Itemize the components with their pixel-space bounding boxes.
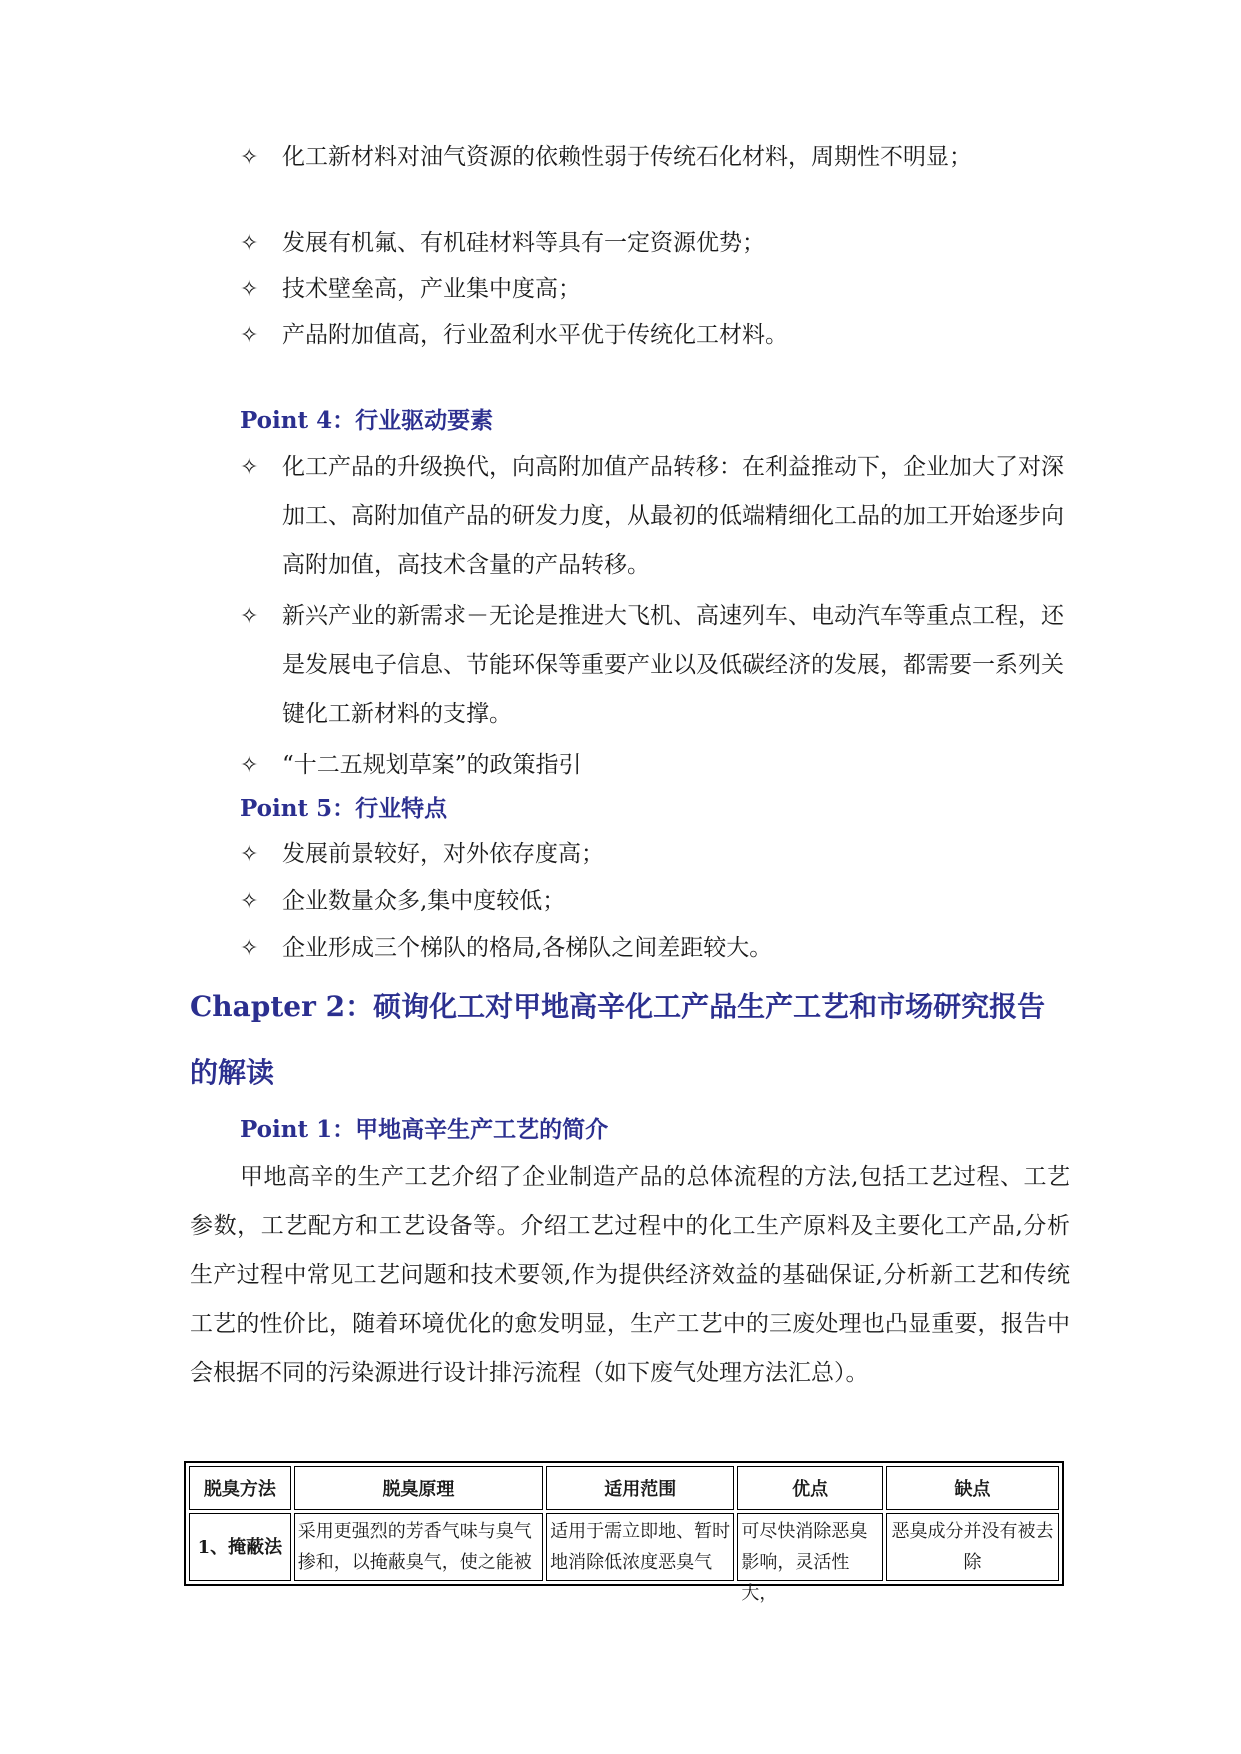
list-item: [240, 443, 1070, 590]
list-item: [240, 219, 1070, 268]
list-item-text: 企业形成三个梯队的格局,各梯队之间差距较大。: [282, 935, 773, 961]
cell-text: 可尽快消除恶臭影响，灵活性大，: [741, 1521, 868, 1604]
diamond-star-icon: ✧: [240, 231, 259, 256]
list-item: [240, 830, 1070, 879]
chapter-heading: Chapter 2：硕询化工对甲地高辛化工产品生产工艺和市场研究报告的解读: [190, 990, 1046, 1089]
deodorization-table: [184, 1461, 1064, 1604]
body-paragraph: 甲地高辛的生产工艺介绍了企业制造产品的总体流程的方法,包括工艺过程、工艺参数，工艺配方和工艺设备等。介绍工艺过程中的化工生产原料及主要化工产品,分析生产过程中常见工艺问题和技术要领,作为提供经济效益的基础保证,分析新工艺和传统工艺的性价比，随着环境优化的愈发明显，生产工艺中的三废处理也凸显重要，报告中会根据不同的污染源进行设计排污流程（如下废气处理方法汇总）。: [190, 1164, 1070, 1386]
cell-text: 适用于需立即地、暂时地消除低浓度恶臭气: [550, 1521, 731, 1573]
list-item: [240, 265, 1070, 314]
column-header: 缺点: [886, 1466, 1059, 1510]
list-item-text: 发展有机氟、有机硅材料等具有一定资源优势；: [282, 230, 765, 256]
section-heading-point4: Point 4：行业驱动要素: [240, 407, 494, 434]
column-header: 适用范围: [546, 1466, 734, 1510]
list-item: [240, 133, 1070, 182]
diamond-star-icon: ✧: [240, 277, 259, 302]
list-item-text: 产品附加值高，行业盈利水平优于传统化工材料。: [282, 322, 788, 348]
list-item: [240, 592, 1070, 739]
list-item: [240, 311, 1070, 360]
list-item: [240, 924, 1070, 973]
diamond-star-icon: ✧: [240, 145, 259, 170]
diamond-star-icon: ✧: [240, 323, 259, 348]
list-item-text: 企业数量众多,集中度较低；: [282, 888, 566, 914]
diamond-star-icon: ✧: [240, 604, 259, 629]
table-row: [189, 1513, 1059, 1581]
list-item: [240, 877, 1070, 926]
diamond-star-icon: ✧: [240, 753, 259, 778]
diamond-star-icon: ✧: [240, 455, 259, 480]
list-item-text: “十二五规划草案”的政策指引: [282, 752, 582, 778]
list-item-text: 化工新材料对油气资源的依赖性弱于传统石化材料，周期性不明显；: [282, 144, 972, 170]
table-cell-method: 1、掩蔽法: [189, 1513, 291, 1581]
section-heading-point5: Point 5：行业特点: [240, 795, 448, 822]
column-header: 优点: [737, 1466, 883, 1510]
cell-text: 恶臭成分并没有被去除: [891, 1521, 1054, 1573]
diamond-star-icon: ✧: [240, 936, 259, 961]
table-cell-pros: [737, 1513, 883, 1604]
table-header-row: [189, 1466, 1059, 1510]
section-heading-point1: Point 1：甲地高辛生产工艺的简介: [240, 1116, 609, 1143]
column-header: 脱臭方法: [189, 1466, 291, 1510]
list-item-text: 新兴产业的新需求－无论是推进大飞机、高速列车、电动汽车等重点工程，还是发展电子信息、节能环保等重要产业以及低碳经济的发展，都需要一系列关键化工新材料的支撑。: [282, 603, 1064, 727]
diamond-star-icon: ✧: [240, 842, 259, 867]
list-item-text: 技术壁垒高，产业集中度高；: [282, 276, 581, 302]
cell-text: 采用更强烈的芳香气味与臭气掺和，以掩蔽臭气，使之能被: [297, 1521, 532, 1573]
table-cell-principle: [294, 1513, 543, 1581]
list-item-text: 化工产品的升级换代，向高附加值产品转移：在利益推动下，企业加大了对深加工、高附加值产品的研发力度，从最初的低端精细化工品的加工开始逐步向高附加值，高技术含量的产品转移。: [282, 454, 1064, 578]
table-cell-cons: [886, 1513, 1059, 1581]
list-item: [240, 741, 1070, 790]
column-header: 脱臭原理: [294, 1466, 543, 1510]
table-cell-scope: [546, 1513, 734, 1581]
list-item-text: 发展前景较好，对外依存度高；: [282, 841, 604, 867]
diamond-star-icon: ✧: [240, 889, 259, 914]
